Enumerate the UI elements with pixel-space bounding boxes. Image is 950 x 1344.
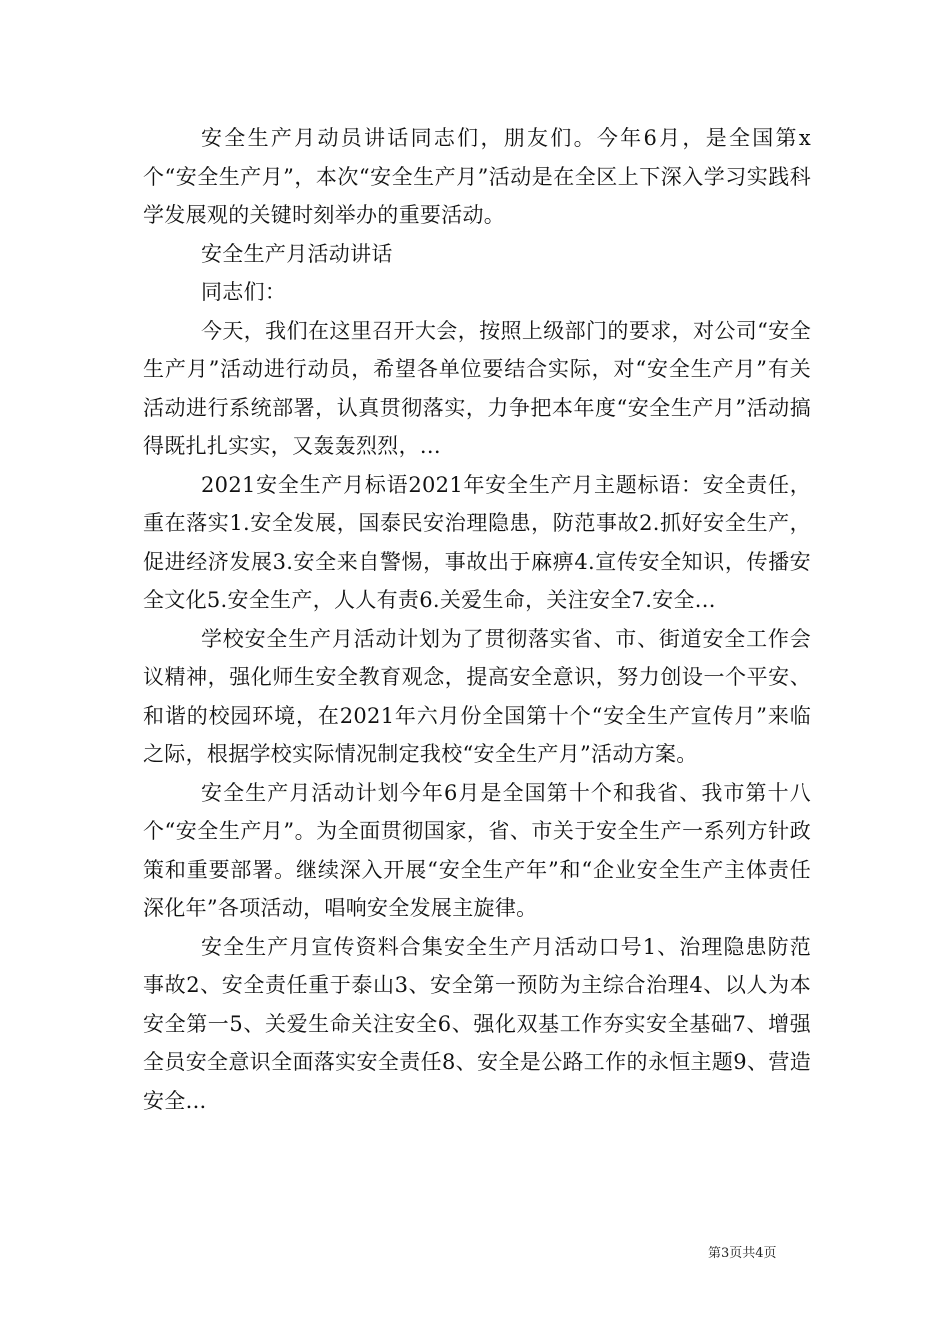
paragraph-salutation: 同志们： [201,280,287,304]
paragraph-publicity-slogans: 安全生产月宣传资料合集安全生产月活动口号1、治理隐患防范事故2、安全责任重于泰山3、安全第一预防为主综合治理4、以人为本安全第一5、关爱生命关注安全6、强化双基工作夯实安全基础7、增强全员安全意识全面落实安全责任8、安全是公路工作的永恒主题9、营造安全... [143,934,811,1113]
document-body [143,119,811,1120]
paragraph-meeting-intro: 今天，我们在这里召开大会，按照上级部门的要求，对公司“安全生产月”活动进行动员，希望各单位要结合实际，对“安全生产月”有关活动进行系统部署，认真贯彻落实，力争把本年度“安全生产月”活动搞得既扎扎实实，又轰轰烈烈，... [143,318,811,458]
paragraph-activity-speech-title: 安全生产月活动讲话 [201,241,393,266]
paragraph-mobilization-speech: 安全生产月动员讲话同志们，朋友们。今年6月，是全国第x个“安全生产月”，本次“安全生产月”活动是在全区上下深入学习实践科学发展观的关键时刻举办的重要活动。 [143,126,811,227]
paragraph-activity-plan: 安全生产月活动计划今年6月是全国第十个和我省、我市第十八个“安全生产月”。为全面贯彻国家，省、市关于安全生产一系列方针政策和重要部署。继续深入开展“安全生产年”和“企业安全生产主体责任深化年”各项活动，唱响安全发展主旋律。 [143,780,811,920]
paragraph-slogans-2021: 2021安全生产月标语2021年安全生产月主题标语：安全责任，重在落实1.安全发展，国泰民安治理隐患，防范事故2.抓好安全生产，促进经济发展3.安全来自警惕，事故出于麻痹4.宣传安全知识，传播安全文化5.安全生产，人人有责6.关爱生命，关注安全7.安全... [143,472,811,612]
page-number: 第3页共4页 [708,1246,777,1261]
paragraph-school-plan: 学校安全生产月活动计划为了贯彻落实省、市、街道安全工作会议精神，强化师生安全教育观念，提高安全意识，努力创设一个平安、和谐的校园环境，在2021年六月份全国第十个“安全生产宣传月”来临之际，根据学校实际情况制定我校“安全生产月”活动方案。 [143,626,811,766]
